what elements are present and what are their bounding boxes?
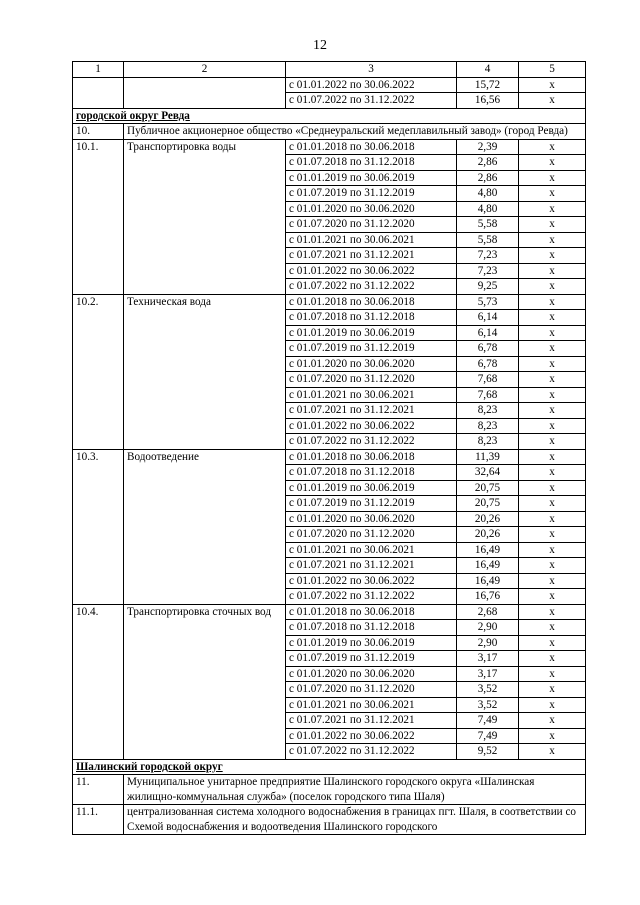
tariff-value-cell: 16,49 (457, 573, 519, 589)
table-header-row (73, 62, 586, 78)
mark-cell: х (519, 248, 586, 264)
period-cell: с 01.01.2021 по 30.06.2021 (286, 542, 457, 558)
mark-cell: х (519, 170, 586, 186)
period-cell: с 01.07.2020 по 31.12.2020 (286, 372, 457, 388)
tariff-value-cell: 2,86 (457, 155, 519, 171)
organization-row (73, 124, 586, 140)
mark-cell: х (519, 263, 586, 279)
service-name: Транспортировка воды (124, 139, 286, 294)
tariff-value-cell: 7,49 (457, 713, 519, 729)
period-cell: с 01.01.2022 по 30.06.2022 (286, 573, 457, 589)
table-row (73, 139, 586, 155)
mark-cell: х (519, 651, 586, 667)
period-cell: с 01.07.2018 по 31.12.2018 (286, 465, 457, 481)
period-cell: с 01.07.2018 по 31.12.2018 (286, 155, 457, 171)
mark-cell: х (519, 403, 586, 419)
mark-cell: х (519, 279, 586, 295)
section-title: городской округ Ревда (73, 108, 586, 124)
tariff-value-cell: 16,49 (457, 542, 519, 558)
tariff-value-cell: 11,39 (457, 449, 519, 465)
period-cell: с 01.01.2021 по 30.06.2021 (286, 232, 457, 248)
mark-cell: х (519, 713, 586, 729)
empty-num-cell (73, 77, 124, 108)
organization-row (73, 805, 586, 835)
tariff-value-cell: 16,56 (457, 93, 519, 109)
period-cell: с 01.01.2022 по 30.06.2022 (286, 77, 457, 93)
period-cell: с 01.07.2021 по 31.12.2021 (286, 558, 457, 574)
mark-cell: х (519, 589, 586, 605)
tariff-value-cell: 20,75 (457, 480, 519, 496)
tariff-value-cell: 6,78 (457, 356, 519, 372)
tariff-value-cell: 6,78 (457, 341, 519, 357)
mark-cell: х (519, 666, 586, 682)
period-cell: с 01.07.2020 по 31.12.2020 (286, 682, 457, 698)
tariff-value-cell: 7,68 (457, 372, 519, 388)
service-name: Техническая вода (124, 294, 286, 449)
mark-cell: х (519, 217, 586, 233)
period-cell: с 01.01.2019 по 30.06.2019 (286, 325, 457, 341)
period-cell: с 01.07.2022 по 31.12.2022 (286, 93, 457, 109)
period-cell: с 01.01.2019 по 30.06.2019 (286, 635, 457, 651)
service-number: 10.2. (73, 294, 124, 449)
table-row (73, 294, 586, 310)
mark-cell: х (519, 139, 586, 155)
period-cell: с 01.07.2022 по 31.12.2022 (286, 279, 457, 295)
tariff-value-cell: 6,14 (457, 325, 519, 341)
tariff-table-body (73, 62, 586, 835)
mark-cell: х (519, 558, 586, 574)
service-name: Водоотведение (124, 449, 286, 604)
mark-cell: х (519, 527, 586, 543)
mark-cell: х (519, 155, 586, 171)
period-cell: с 01.07.2018 по 31.12.2018 (286, 310, 457, 326)
period-cell: с 01.01.2018 по 30.06.2018 (286, 139, 457, 155)
mark-cell: х (519, 465, 586, 481)
tariff-value-cell: 32,64 (457, 465, 519, 481)
tariff-value-cell: 7,23 (457, 248, 519, 264)
period-cell: с 01.01.2022 по 30.06.2022 (286, 728, 457, 744)
tariff-value-cell: 2,68 (457, 604, 519, 620)
tariff-value-cell: 9,25 (457, 279, 519, 295)
header-col-2: 2 (124, 62, 286, 78)
tariff-value-cell: 20,26 (457, 511, 519, 527)
period-cell: с 01.07.2022 по 31.12.2022 (286, 744, 457, 760)
period-cell: с 01.07.2019 по 31.12.2019 (286, 651, 457, 667)
tariff-value-cell: 20,26 (457, 527, 519, 543)
table-row (73, 604, 586, 620)
tariff-value-cell: 5,73 (457, 294, 519, 310)
period-cell: с 01.01.2020 по 30.06.2020 (286, 666, 457, 682)
period-cell: с 01.01.2021 по 30.06.2021 (286, 387, 457, 403)
tariff-value-cell: 3,52 (457, 697, 519, 713)
tariff-value-cell: 20,75 (457, 496, 519, 512)
org-number: 11.1. (73, 805, 124, 835)
mark-cell: х (519, 201, 586, 217)
tariff-value-cell: 8,23 (457, 418, 519, 434)
mark-cell: х (519, 635, 586, 651)
mark-cell: х (519, 496, 586, 512)
period-cell: с 01.07.2022 по 31.12.2022 (286, 589, 457, 605)
service-number: 10.1. (73, 139, 124, 294)
mark-cell: х (519, 511, 586, 527)
period-cell: с 01.07.2019 по 31.12.2019 (286, 496, 457, 512)
mark-cell: х (519, 449, 586, 465)
tariff-value-cell: 2,90 (457, 635, 519, 651)
mark-cell: х (519, 77, 586, 93)
period-cell: с 01.01.2019 по 30.06.2019 (286, 170, 457, 186)
period-cell: с 01.01.2018 по 30.06.2018 (286, 604, 457, 620)
mark-cell: х (519, 697, 586, 713)
tariff-value-cell: 16,49 (457, 558, 519, 574)
tariff-value-cell: 4,80 (457, 201, 519, 217)
mark-cell: х (519, 294, 586, 310)
mark-cell: х (519, 542, 586, 558)
tariff-value-cell: 15,72 (457, 77, 519, 93)
tariff-value-cell: 5,58 (457, 217, 519, 233)
tariff-value-cell: 7,49 (457, 728, 519, 744)
tariff-value-cell: 8,23 (457, 403, 519, 419)
mark-cell: х (519, 356, 586, 372)
tariff-value-cell: 9,52 (457, 744, 519, 760)
mark-cell: х (519, 480, 586, 496)
period-cell: с 01.07.2020 по 31.12.2020 (286, 217, 457, 233)
mark-cell: х (519, 744, 586, 760)
mark-cell: х (519, 232, 586, 248)
mark-cell: х (519, 682, 586, 698)
org-name: Муниципальное унитарное предприятие Шалинского городского округа «Шалинская жилищно-коммунальная служба» (поселок городского типа Шаля) (124, 775, 586, 805)
mark-cell: х (519, 620, 586, 636)
mark-cell: х (519, 418, 586, 434)
org-name: централизованная система холодного водоснабжения в границах пгт. Шаля, в соответствии со Схемой водоснабжения и водоотведения Шалинского городского (124, 805, 586, 835)
org-number: 10. (73, 124, 124, 140)
mark-cell: х (519, 341, 586, 357)
period-cell: с 01.07.2021 по 31.12.2021 (286, 403, 457, 419)
tariff-value-cell: 16,76 (457, 589, 519, 605)
tariff-value-cell: 6,14 (457, 310, 519, 326)
section-row (73, 759, 586, 775)
tariff-table (72, 61, 586, 835)
tariff-value-cell: 3,17 (457, 666, 519, 682)
tariff-value-cell: 7,23 (457, 263, 519, 279)
period-cell: с 01.01.2021 по 30.06.2021 (286, 697, 457, 713)
mark-cell: х (519, 310, 586, 326)
period-cell: с 01.07.2020 по 31.12.2020 (286, 527, 457, 543)
period-cell: с 01.01.2018 по 30.06.2018 (286, 449, 457, 465)
mark-cell: х (519, 93, 586, 109)
tariff-value-cell: 7,68 (457, 387, 519, 403)
period-cell: с 01.01.2019 по 30.06.2019 (286, 480, 457, 496)
mark-cell: х (519, 186, 586, 202)
tariff-value-cell: 4,80 (457, 186, 519, 202)
mark-cell: х (519, 573, 586, 589)
mark-cell: х (519, 434, 586, 450)
tariff-value-cell: 2,86 (457, 170, 519, 186)
header-col-4: 4 (457, 62, 519, 78)
empty-name-cell (124, 77, 286, 108)
period-cell: с 01.07.2021 по 31.12.2021 (286, 713, 457, 729)
tariff-value-cell: 8,23 (457, 434, 519, 450)
period-cell: с 01.07.2022 по 31.12.2022 (286, 434, 457, 450)
header-col-1: 1 (73, 62, 124, 78)
mark-cell: х (519, 325, 586, 341)
mark-cell: х (519, 728, 586, 744)
org-name: Публичное акционерное общество «Среднеуральский медеплавильный завод» (город Ревда) (124, 124, 586, 140)
period-cell: с 01.01.2020 по 30.06.2020 (286, 511, 457, 527)
period-cell: с 01.07.2018 по 31.12.2018 (286, 620, 457, 636)
table-row (73, 77, 586, 93)
page-number: 12 (313, 38, 327, 53)
period-cell: с 01.01.2018 по 30.06.2018 (286, 294, 457, 310)
tariff-value-cell: 3,17 (457, 651, 519, 667)
service-number: 10.4. (73, 604, 124, 759)
period-cell: с 01.07.2019 по 31.12.2019 (286, 186, 457, 202)
service-number: 10.3. (73, 449, 124, 604)
mark-cell: х (519, 387, 586, 403)
organization-row (73, 775, 586, 805)
table-row (73, 449, 586, 465)
mark-cell: х (519, 604, 586, 620)
tariff-value-cell: 2,39 (457, 139, 519, 155)
service-name: Транспортировка сточных вод (124, 604, 286, 759)
mark-cell: х (519, 372, 586, 388)
period-cell: с 01.01.2022 по 30.06.2022 (286, 263, 457, 279)
tariff-value-cell: 3,52 (457, 682, 519, 698)
tariff-value-cell: 5,58 (457, 232, 519, 248)
period-cell: с 01.01.2022 по 30.06.2022 (286, 418, 457, 434)
period-cell: с 01.01.2020 по 30.06.2020 (286, 201, 457, 217)
period-cell: с 01.07.2019 по 31.12.2019 (286, 341, 457, 357)
header-col-5: 5 (519, 62, 586, 78)
period-cell: с 01.01.2020 по 30.06.2020 (286, 356, 457, 372)
section-title: Шалинский городской округ (73, 759, 586, 775)
tariff-value-cell: 2,90 (457, 620, 519, 636)
period-cell: с 01.07.2021 по 31.12.2021 (286, 248, 457, 264)
section-row (73, 108, 586, 124)
header-col-3: 3 (286, 62, 457, 78)
org-number: 11. (73, 775, 124, 805)
